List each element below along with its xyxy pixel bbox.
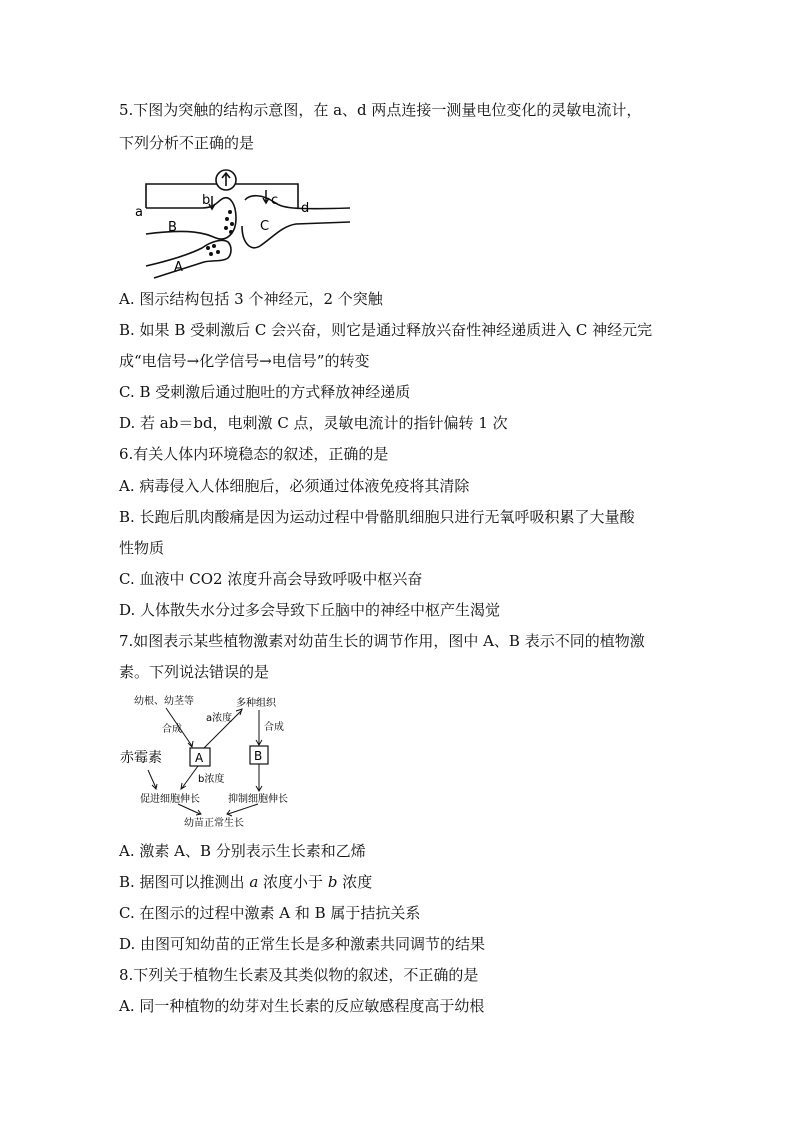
- axon-a: [146, 240, 231, 278]
- synth-label-1: 合成: [162, 724, 182, 735]
- vesicle: [212, 244, 216, 248]
- q5-option-b-line1: B. 如果 B 受刺激后 C 会兴奋，则它是通过释放兴奋性神经递质进入 C 神经元完: [119, 321, 653, 339]
- q7-option-b-mid: 浓度小于: [258, 873, 328, 891]
- synth-label-2: 合成: [264, 722, 284, 733]
- vesicle: [229, 230, 233, 234]
- q5-option-b-line2: 成“电信号→化学信号→电信号”的转变: [119, 352, 370, 370]
- q8-stem: 8.下列关于植物生长素及其类似物的叙述，不正确的是: [119, 966, 479, 984]
- q5-option-d: D. 若 ab＝bd，电刺激 C 点，灵敏电流计的指针偏转 1 次: [119, 414, 508, 432]
- q7-stem-line2: 素。下列说法错误的是: [119, 663, 270, 681]
- label-b: b: [202, 193, 211, 208]
- vesicle: [228, 210, 232, 214]
- vesicle: [209, 252, 213, 256]
- q8-option-a: A. 同一种植物的幼芽对生长素的反应敏感程度高于幼根: [119, 997, 485, 1015]
- q5-option-c: C. B 受刺激后通过胞吐的方式释放神经递质: [119, 383, 411, 401]
- arrow: [256, 710, 262, 745]
- normal-growth-label: 幼苗正常生长: [184, 818, 244, 829]
- q6-option-a: A. 病毒侵入人体细胞后，必须通过体液免疫将其清除: [119, 477, 470, 495]
- q7-option-d: D. 由图可知幼苗的正常生长是多种激素共同调节的结果: [119, 935, 486, 953]
- a-conc-label: a浓度: [206, 713, 233, 724]
- label-B: B: [168, 220, 177, 235]
- roots-stems-label: 幼根、幼茎等: [134, 696, 194, 707]
- arrow: [148, 770, 157, 789]
- q7-option-b-post: 浓度: [337, 873, 373, 891]
- q7-option-a: A. 激素 A、B 分别表示生长素和乙烯: [119, 842, 366, 860]
- label-A: A: [174, 260, 183, 275]
- vesicle: [224, 226, 228, 230]
- label-C: C: [260, 219, 270, 234]
- neuron-c: [242, 196, 350, 248]
- axon-b: [146, 198, 236, 239]
- q6-option-b-line1: B. 长跑后肌肉酸痛是因为运动过程中骨骼肌细胞只进行无氧呼吸积累了大量酸: [119, 508, 635, 526]
- q6-option-c: C. 血液中 CO2 浓度升高会导致呼吸中枢兴奋: [119, 570, 423, 588]
- q5-stem-line2: 下列分析不正确的是: [119, 134, 255, 152]
- arrow: [181, 766, 198, 789]
- box-b-label: B: [254, 749, 263, 763]
- arrow: [256, 764, 262, 791]
- label-c: c: [271, 193, 279, 208]
- q6-option-d: D. 人体散失水分过多会导致下丘脑中的神经中枢产生渴觉: [119, 601, 501, 619]
- q5-synapse-diagram: [132, 168, 352, 283]
- arrow: [227, 804, 258, 816]
- vesicle: [230, 222, 234, 226]
- gibberellin-label: 赤霉素: [120, 750, 162, 766]
- promote-label: 促进细胞伸长: [140, 794, 200, 805]
- many-tissues-label: 多种组织: [236, 698, 276, 709]
- q7-option-b-pre: B. 据图可以推测出: [119, 873, 250, 891]
- box-a-label: A: [195, 751, 204, 765]
- label-d: d: [301, 201, 310, 216]
- q7-option-b-b: b: [327, 873, 338, 891]
- q7-option-c: C. 在图示的过程中激素 A 和 B 属于拮抗关系: [119, 904, 421, 922]
- vesicle: [216, 250, 220, 254]
- vesicle: [225, 217, 229, 221]
- q5-option-a: A. 图示结构包括 3 个神经元，2 个突触: [119, 290, 383, 308]
- arrow: [178, 804, 201, 815]
- inhibit-label: 抑制细胞伸长: [228, 794, 288, 805]
- q7-stem-line1: 7.如图表示某些植物激素对幼苗生长的调节作用，图中 A、B 表示不同的植物激: [119, 632, 645, 650]
- q6-stem: 6.有关人体内环境稳态的叙述，正确的是: [119, 445, 389, 463]
- vesicle: [206, 246, 210, 250]
- q7-option-b: [119, 872, 372, 892]
- q5-stem-line1: 5.下图为突触的结构示意图，在 a、d 两点连接一测量电位变化的灵敏电流计，: [119, 101, 642, 119]
- b-conc-label: b浓度: [198, 774, 225, 785]
- label-a: a: [135, 205, 143, 220]
- q6-option-b-line2: 性物质: [119, 539, 165, 557]
- q7-option-b-a: a: [249, 873, 259, 891]
- q7-hormone-diagram: [118, 690, 318, 832]
